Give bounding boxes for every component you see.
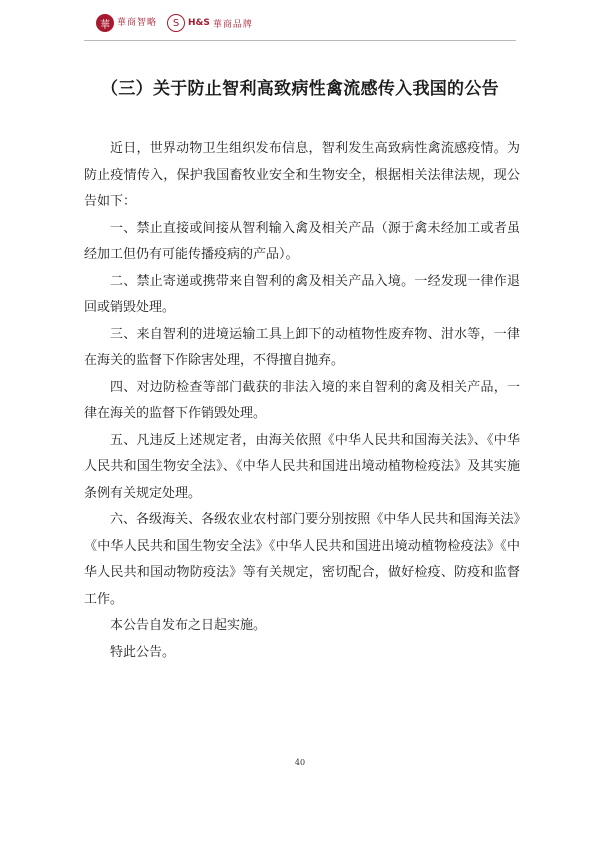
paragraph-item-4: 四、对边防检查等部门截获的非法入境的来自智利的禽及相关产品，一律在海关的监督下作销毁处理。 — [84, 379, 520, 421]
paragraph-effective: 本公告自发布之日起实施。 — [110, 618, 267, 633]
paragraph-item-6: 六、各级海关、各级农业农村部门要分别按照《中华人民共和国海关法》《中华人民共和国生物安全法》《中华人民共和国进出境动植物检疫法》《中华人民共和国动物防疫法》等有关规定，密切配合，做好检疫、防疫和监督工作。 — [84, 512, 520, 607]
logo2-text: 華商品牌 — [212, 19, 253, 30]
logo-hs — [167, 14, 253, 32]
paragraph-item-1: 一、禁止直接或间接从智利输入禽及相关产品（源于禽未经加工或者虽经加工但仍有可能传播疫病的产品）。 — [84, 220, 520, 262]
logo-circle-icon: S — [167, 14, 185, 32]
paragraph-item-3: 三、来自智利的进境运输工具上卸下的动植物性废弃物、泔水等，一律在海关的监督下作除害处理，不得擅自抛弃。 — [84, 326, 520, 368]
header-divider — [84, 40, 516, 41]
document-body — [84, 136, 520, 666]
logo2-mark: H&S — [188, 18, 210, 28]
page-header — [96, 8, 253, 38]
paragraph-closing: 特此公告。 — [110, 644, 176, 660]
page-number: 40 — [294, 758, 306, 767]
page-title: （三）关于防止智利高致病性禽流感传入我国的公告 — [101, 79, 499, 99]
paragraph-intro: 近日，世界动物卫生组织发布信息，智利发生高致病性禽流感疫情。为防止疫情传入，保护我国畜牧业安全和生物安全，根据相关法律法规，现公告如下： — [84, 141, 520, 209]
logo-seal-icon: 華 — [96, 14, 114, 32]
paragraph-item-2: 二、禁止寄递或携带来自智利的禽及相关产品入境。一经发现一律作退回或销毁处理。 — [84, 273, 520, 315]
logo1-text: 華商智略 — [117, 17, 158, 28]
paragraph-item-5: 五、凡违反上述规定者，由海关依照《中华人民共和国海关法》、《中华人民共和国生物安全法》、《中华人民共和国进出境动植物检疫法》及其实施条例有关规定处理。 — [84, 432, 520, 501]
logo-huashang — [96, 14, 157, 32]
